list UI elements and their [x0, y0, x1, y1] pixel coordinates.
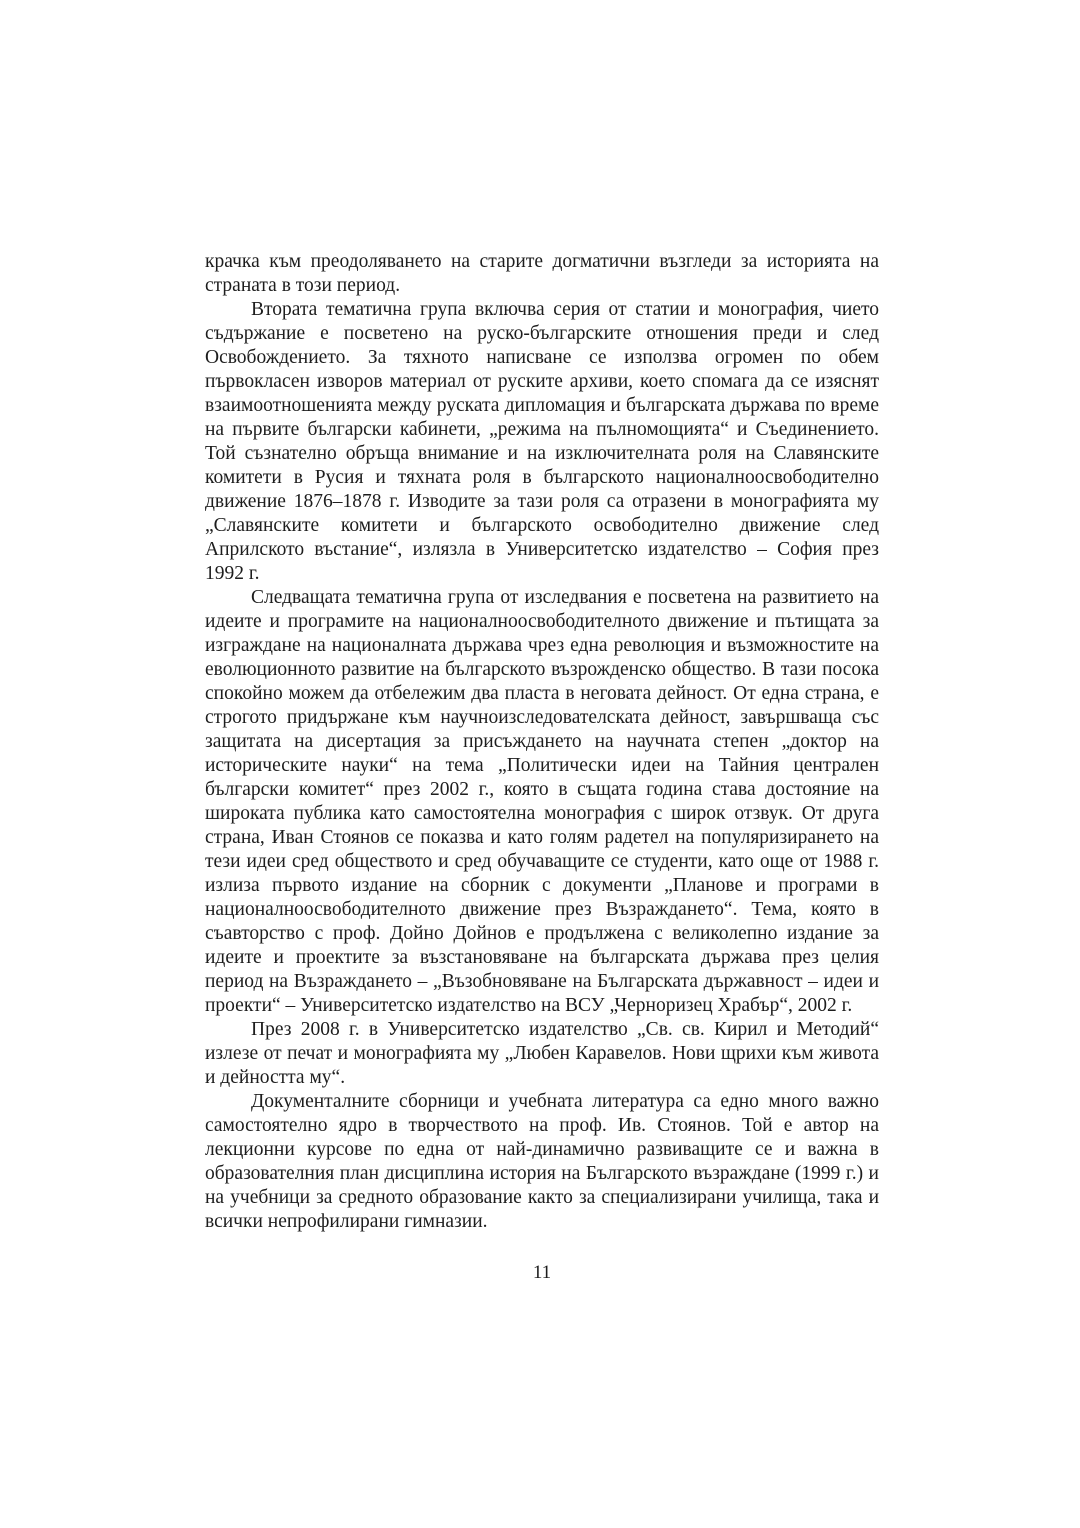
paragraph: През 2008 г. в Университетско издателство „Св. св. Кирил и Методий“ излезе от печат и монографията му „Любен Каравелов. Нови щрихи към живота и дейността му“. [205, 1019, 879, 1088]
text-block [205, 250, 879, 1234]
paragraph: Документалните сборници и учебната литература са едно много важно самостоятелно ядро в творчеството на проф. Ив. Стоянов. Той е автор на лекционни курсове по една от най-динамично развиващите се и важна в образователния план дисциплина история на Българското възраждане (1999 г.) и на учебници за средното образование както за специализирани училища, така и всички непрофилирани гимназии. [205, 1091, 879, 1232]
paragraph: Следващата тематична група от изследвания е посветена на развитието на идеите и програмите на националноосвободителното движение и пътищата за изграждане на националната държава чрез една революция и възможностите на еволюционното развитие на българското възрожденско общество. В тази посока спокойно можем да отбележим два пласта в неговата дейност. От една страна, е строгото придържане към научноизследователската дейност, завършваща със защитата на дисертация за присъждането на научната степен „доктор на историческите науки“ на тема „Политически идеи на Тайния централен български комитет“ през 2002 г., която в същата година става достояние на широката публика като самостоятелна монография с широк отзвук. От друга страна, Иван Стоянов се показва и като голям радетел на популяризирането на тези идеи сред обществото и сред обучаващите се студенти, като още от 1988 г. излиза първото издание на сборник с документи „Планове и програми в националноосвободителното движение през Възраждането“. Тема, която в съавторство с проф. Дойно Дойнов е продължена с великолепно издание за идеите и проектите за възстановяване на българската държава през целия период на Възраждането – „Възобновяване на Българската държавност – идеи и проекти“ – Университетско издателство на ВСУ „Черноризец Храбър“, 2002 г. [205, 587, 879, 1016]
page-number: 11 [532, 1262, 552, 1283]
paragraph: Втората тематична група включва серия от статии и монография, чието съдържание е посветено на руско-българските отношения преди и след Освобождението. За тяхното написване се използва огромен по обем първокласен изворов материал от руските архиви, което спомага да се изяснят взаимоотношенията между руската дипломация и българската държава по време на първите български кабинети, „режима на пълномощията“ и Съединението. Той съзнателно обръща внимание и на изключителната роля на Славянските комитети в Русия и тяхната роля в българското националноосвободително движение 1876–1878 г. Изводите за тази роля са отразени в монографията му „Славянските комитети и българското освободително движение след Априлското въстание“, излязла в Университетско издателство – София през 1992 г. [205, 299, 879, 584]
paragraph-continuation: крачка към преодоляването на старите догматични възгледи за историята на страната в този период. [205, 251, 879, 296]
